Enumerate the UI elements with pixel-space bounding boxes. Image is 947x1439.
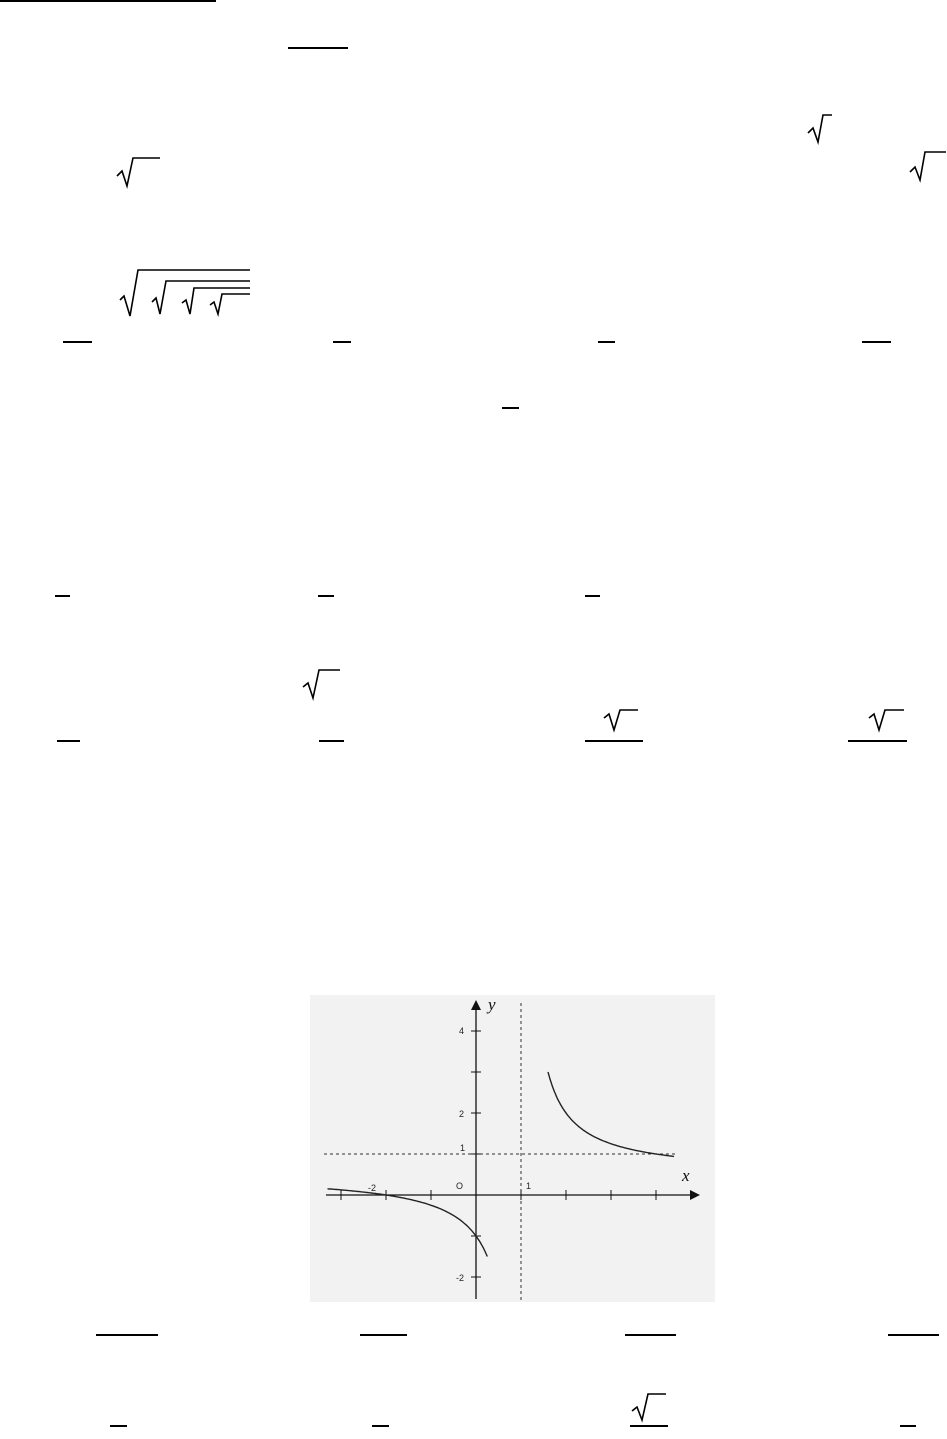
fraction-bar [900, 1425, 916, 1427]
y-tick-label: 1 [460, 1143, 466, 1153]
y-tick-label: 4 [459, 1026, 465, 1036]
x-tick-label: 1 [526, 1181, 532, 1191]
y-tick-label: 2 [459, 1109, 465, 1119]
origin-label: O [456, 1181, 464, 1191]
x-axis-label: x [682, 1166, 690, 1185]
x-tick-label: -2 [368, 1183, 377, 1193]
y-tick-label: -2 [456, 1273, 465, 1283]
fraction-bar [630, 1425, 668, 1427]
y-axis-label: y [488, 995, 496, 1014]
